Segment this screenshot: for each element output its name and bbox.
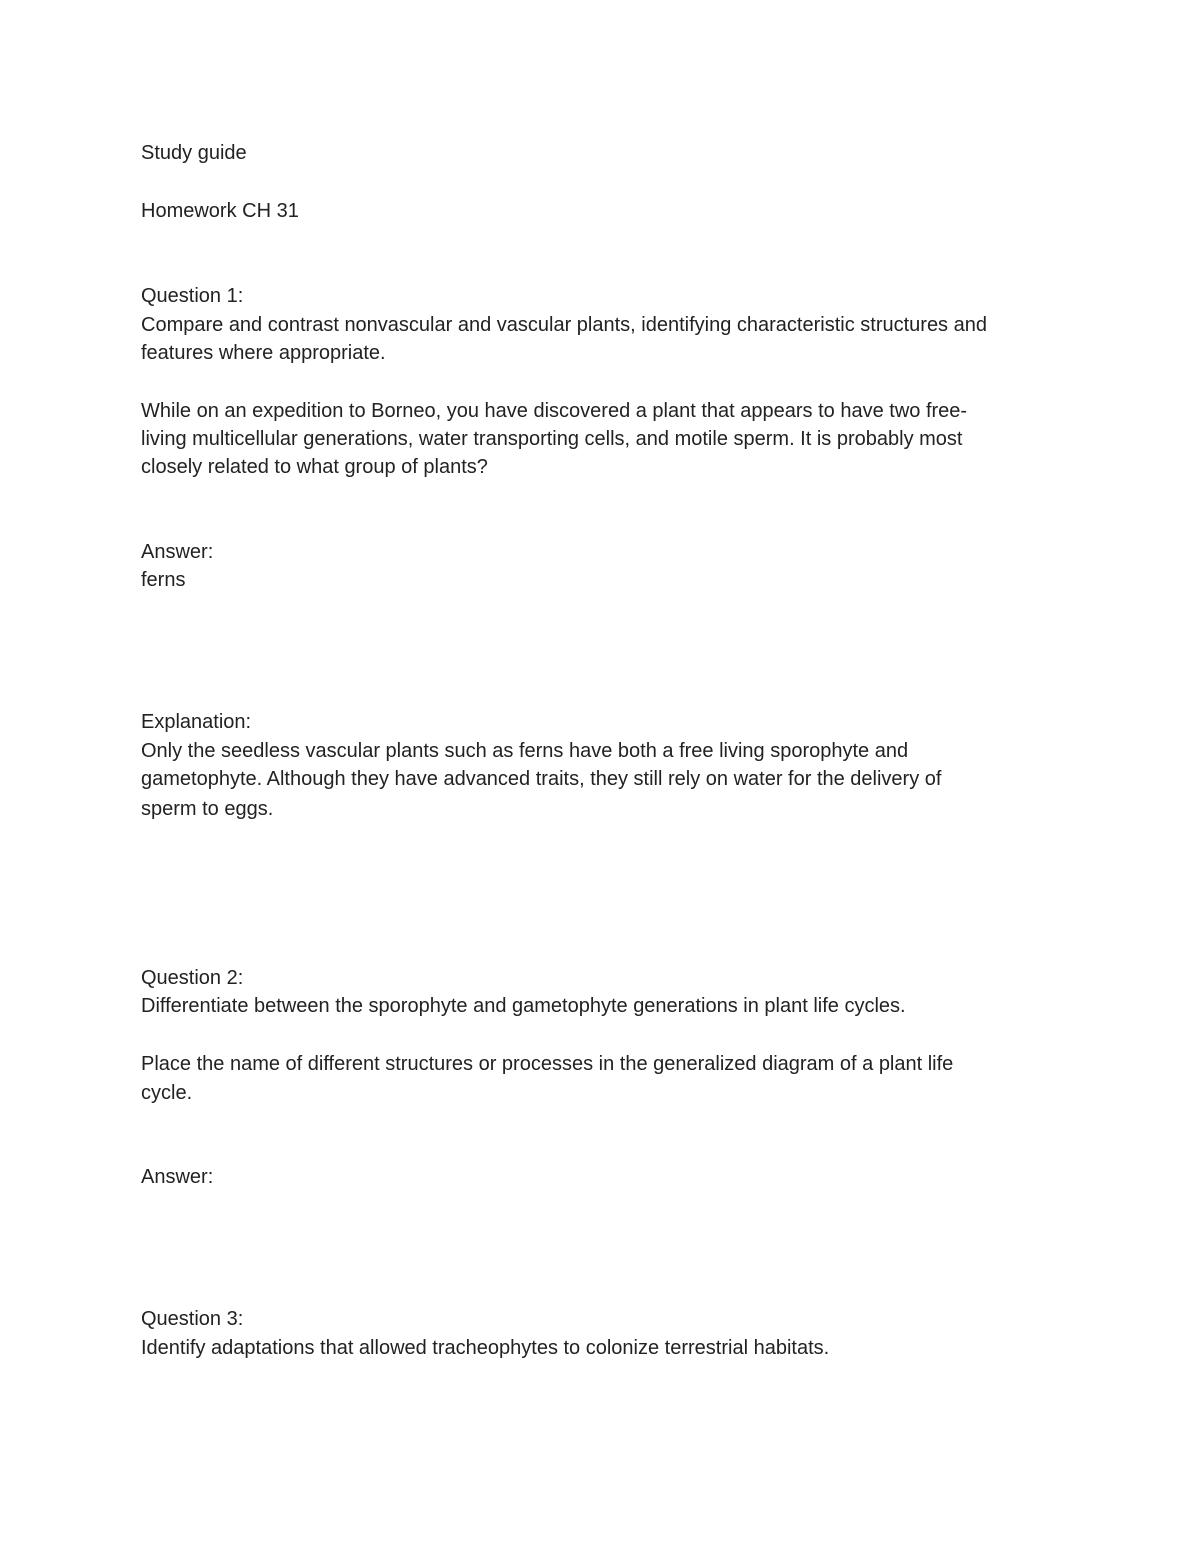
explanation-line: sperm to eggs. [141,798,274,820]
explanation-line: Only the seedless vascular plants such as ferns have both a free living sporophyte and [141,740,909,762]
question-body-line: closely related to what group of plants? [141,456,488,478]
question-prompt-line: Compare and contrast nonvascular and vascular plants, identifying characteristic structures and [141,314,987,336]
question-label: Question 2: [141,967,244,989]
question-label: Question 1: [141,285,244,307]
page-title: Study guide [141,142,247,164]
question-prompt-line: Differentiate between the sporophyte and gametophyte generations in plant life cycles. [141,995,906,1017]
question-body-line: living multicellular generations, water transporting cells, and motile sperm. It is probably most [141,428,963,450]
page-subtitle: Homework CH 31 [141,200,299,222]
question-prompt-line: Identify adaptations that allowed tracheophytes to colonize terrestrial habitats. [141,1337,830,1359]
question-body-line: Place the name of different structures or processes in the generalized diagram of a plant life [141,1053,954,1075]
answer-text: ferns [141,569,186,591]
explanation-label: Explanation: [141,711,252,733]
explanation-line: gametophyte. Although they have advanced traits, they still rely on water for the delivery of [141,768,942,790]
answer-label: Answer: [141,1166,214,1188]
answer-label: Answer: [141,541,214,563]
question-prompt-line: features where appropriate. [141,342,386,364]
question-label: Question 3: [141,1308,244,1330]
question-body-line: While on an expedition to Borneo, you have discovered a plant that appears to have two free- [141,400,968,422]
question-body-line: cycle. [141,1082,193,1104]
